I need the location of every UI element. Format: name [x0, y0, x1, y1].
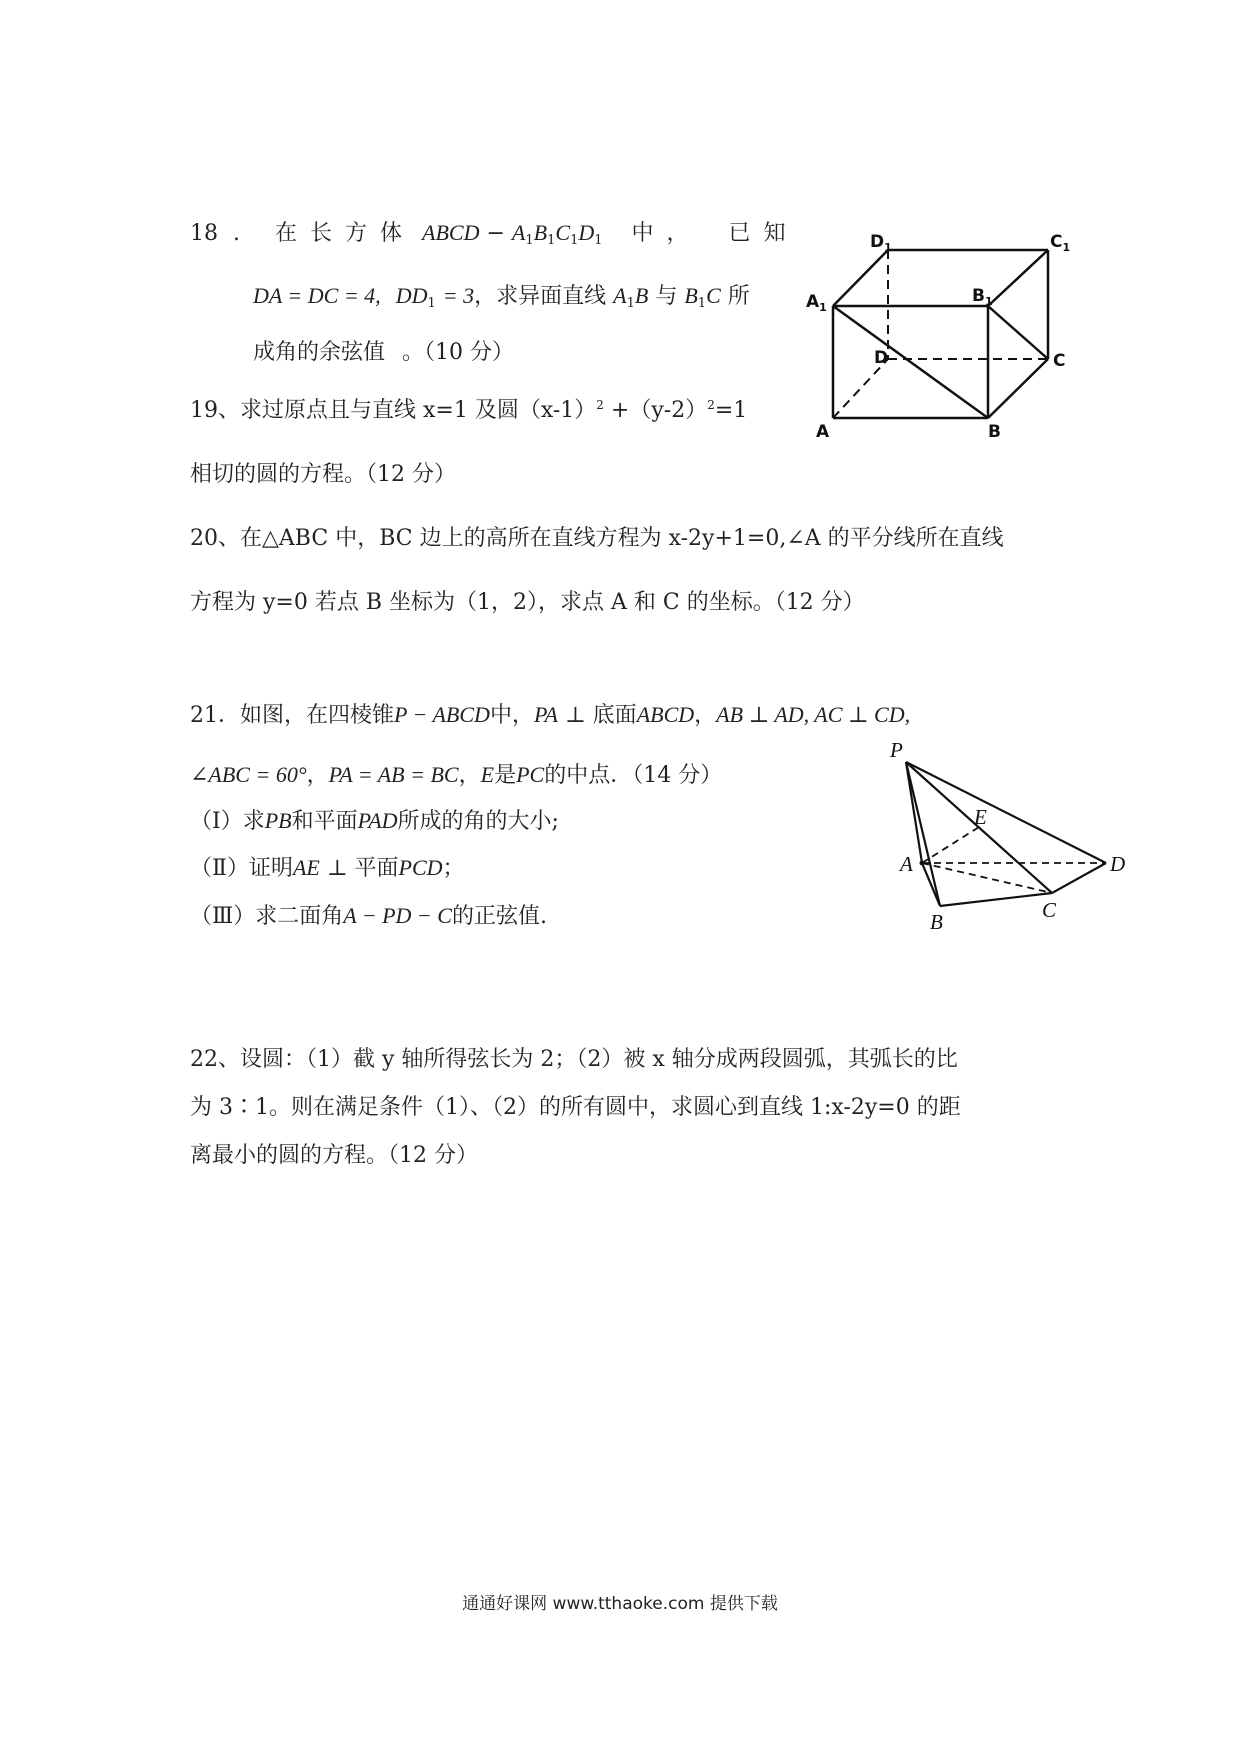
label-c: C — [1042, 898, 1057, 922]
label-a: A — [816, 422, 830, 442]
page-footer: 通通好课网 www.tthaoke.com 提供下载 — [462, 1594, 778, 1614]
label-a: A — [900, 852, 913, 876]
q21-part3: （Ⅲ）求二面角A − PD − C的正弦值. — [190, 903, 547, 929]
cuboid-figure — [800, 225, 1080, 445]
q18-number: 18 — [190, 221, 218, 246]
label-c1: $C_1$ — [1050, 232, 1071, 254]
label-b: B — [930, 910, 943, 934]
label-c: C — [1053, 351, 1066, 371]
hidden-segment-a-e — [922, 827, 979, 863]
label-d: D — [1110, 852, 1126, 876]
edge-p-d — [906, 762, 1106, 863]
point-a — [920, 861, 925, 866]
q20-line2: 方程为 y=0 若点 B 坐标为（1，2），求点 A 和 C 的坐标。（12 分） — [190, 590, 865, 615]
q21-part2: （Ⅱ）证明AE ⊥ 平面PCD； — [190, 855, 465, 881]
label-a1: $A_1$ — [806, 292, 827, 314]
label-b: B — [988, 422, 1001, 442]
edge-a1-d1 — [833, 250, 888, 306]
segment-b1-c — [988, 306, 1048, 359]
label-e: E — [974, 805, 987, 829]
q19-line2: 相切的圆的方程。（12 分） — [190, 462, 456, 487]
hidden-segment-a-c — [922, 863, 1052, 893]
edge-p-a — [906, 762, 922, 863]
q22-line1: 22、设圆：（1）截 y 轴所得弦长为 2；（2）被 x 轴分成两段圆弧，其弧长的比 — [190, 1047, 958, 1072]
q18-line1: 18 . 在长方体 ABCD − $A_1B_1C_1D_1$ 中， 已知 — [190, 220, 799, 248]
segment-a1-b — [833, 306, 988, 418]
q20-line1: 20、在△ABC 中，BC 边上的高所在直线方程为 x-2y+1=0,∠A 的平分线所在直线 — [190, 526, 1004, 551]
q21-line1: 21．如图，在四棱锥P − ABCD中，PA ⊥ 底面ABCD，AB ⊥ AD, AC ⊥ CD, — [190, 702, 911, 728]
label-d1: $D_1$ — [870, 232, 892, 254]
q18-line2: DA = DC = 4, $DD_1 = 3$，求异面直线 $A_1B$ 与 $B_1C$ 所 — [253, 283, 750, 311]
label-p: P — [890, 738, 903, 762]
edge-p-b — [906, 762, 940, 906]
edge-b-c — [988, 359, 1048, 418]
label-b1: $B_1$ — [972, 286, 993, 308]
q22-line2: 为 3∶1。则在满足条件（1）、（2）的所有圆中，求圆心到直线 1:x-2y=0 的距 — [190, 1095, 961, 1120]
q21-part1: （Ⅰ）求PB和平面PAD所成的角的大小; — [190, 808, 559, 834]
q19-line1: 19、求过原点且与直线 x=1 及圆$(x-1)^2 +(y-2)^2=1$ — [190, 398, 748, 423]
edge-c-d — [1052, 863, 1106, 893]
q22-line3: 离最小的圆的方程。（12 分） — [190, 1143, 478, 1168]
q21-line2: ∠ABC = 60°，PA = AB = BC，E是PC的中点．（14 分） — [190, 762, 723, 788]
edge-b-c — [940, 893, 1052, 906]
edge-b1-c1 — [988, 250, 1048, 306]
pyramid-figure — [870, 735, 1130, 935]
label-d: D — [874, 348, 889, 368]
q18-line3: 成角的余弦值 。（10 分） — [253, 340, 515, 365]
